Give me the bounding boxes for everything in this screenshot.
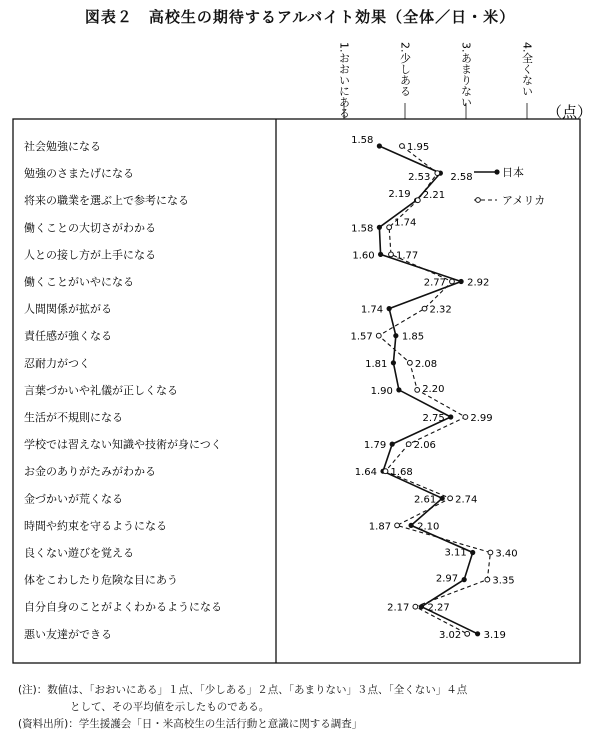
category-label-17: 体をこわしたり危険な目にあう xyxy=(24,573,178,587)
data-label-usa-19: 3.02 xyxy=(438,629,462,641)
category-label-12: 学校では習えない知識や技術が身につく xyxy=(24,438,222,452)
category-label-5: 人との接し方が上手になる xyxy=(24,248,156,262)
category-label-4: 働くことの大切さがわかる xyxy=(24,221,156,235)
data-label-japan-3: 2.19 xyxy=(388,189,411,201)
category-label-10: 言葉づかいや礼儀が正しくなる xyxy=(24,383,178,397)
data-label-japan-17: 2.97 xyxy=(435,573,459,585)
data-label-japan-16: 3.11 xyxy=(444,547,467,559)
data-label-usa-15: 1.87 xyxy=(368,521,392,533)
category-label-14: 金づかいが荒くなる xyxy=(24,492,123,506)
category-label-6: 働くことがいやになる xyxy=(24,275,134,289)
point-japan-4 xyxy=(377,225,382,230)
scale-label-1: 1.おおいにある xyxy=(337,42,351,119)
data-label-usa-8: 1.57 xyxy=(350,331,373,343)
point-japan-5 xyxy=(378,252,383,257)
legend-label-japan: 日本 xyxy=(502,166,524,179)
data-label-japan-12: 1.79 xyxy=(363,440,387,452)
category-label-2: 勉強のさまたげになる xyxy=(24,167,134,181)
point-usa-15 xyxy=(395,523,400,528)
point-japan-9 xyxy=(391,360,396,365)
unit-label: （点） xyxy=(546,103,592,121)
point-usa-10 xyxy=(415,388,420,393)
point-usa-3 xyxy=(415,198,420,203)
data-label-usa-10: 2.20 xyxy=(422,383,445,395)
data-label-usa-12: 2.06 xyxy=(413,440,436,452)
chart-title: 図表２ 高校生の期待するアルバイト効果（全体／日・米） xyxy=(84,8,516,26)
point-usa-19 xyxy=(465,631,470,636)
data-label-japan-11: 2.75 xyxy=(422,413,445,424)
data-label-usa-11: 2.99 xyxy=(470,413,493,424)
point-usa-14 xyxy=(448,496,453,501)
legend-label-usa: アメリカ xyxy=(502,194,546,207)
data-label-usa-13: 1.68 xyxy=(390,467,413,479)
data-label-japan-18: 2.27 xyxy=(427,602,450,614)
point-usa-2 xyxy=(435,171,440,176)
point-usa-17 xyxy=(485,577,490,582)
chart-notes xyxy=(18,682,467,733)
data-label-usa-4: 1.74 xyxy=(394,217,417,229)
scale-label-3: 3.あまりない xyxy=(459,42,473,108)
data-label-usa-6: 2.77 xyxy=(423,277,446,289)
data-label-japan-8: 1.85 xyxy=(401,331,425,343)
point-usa-13 xyxy=(383,469,388,474)
data-label-japan-13: 1.64 xyxy=(354,467,378,479)
category-label-16: 良くない遊びを覚える xyxy=(24,546,134,560)
category-label-8: 責任感が強くなる xyxy=(24,329,112,343)
point-usa-5 xyxy=(389,252,394,257)
data-label-usa-16: 3.40 xyxy=(495,548,518,560)
data-label-japan-1: 1.58 xyxy=(351,135,374,146)
data-label-usa-3: 2.21 xyxy=(422,190,446,202)
data-label-usa-7: 2.32 xyxy=(429,304,452,316)
point-usa-8 xyxy=(376,333,381,338)
category-label-18: 自分自身のことがよくわかるようになる xyxy=(24,600,222,614)
note-line-2: として、その平均値を示したものである。 xyxy=(70,701,270,713)
data-label-usa-14: 2.74 xyxy=(455,494,478,506)
category-label-9: 忍耐力がつく xyxy=(24,356,90,370)
data-label-usa-1: 1.95 xyxy=(406,142,430,153)
point-usa-12 xyxy=(406,442,411,447)
point-usa-7 xyxy=(422,306,427,311)
scale-label-2: 2.少しある xyxy=(398,42,412,97)
data-label-usa-2: 2.53 xyxy=(408,172,431,184)
data-label-japan-15: 2.10 xyxy=(417,521,440,533)
data-label-usa-17: 3.35 xyxy=(492,575,515,587)
point-usa-18 xyxy=(413,604,418,609)
note-line-1: (注)：数値は、「おおいにある」１点、「少しある」２点、「あまりない」３点、「全くない」４点 xyxy=(18,684,468,696)
point-japan-15 xyxy=(409,523,414,528)
legend-marker-japan xyxy=(494,169,499,174)
legend-marker-usa xyxy=(476,198,481,203)
point-japan-17 xyxy=(462,577,467,582)
point-japan-16 xyxy=(470,550,475,555)
data-label-japan-10: 1.90 xyxy=(370,385,393,397)
point-japan-19 xyxy=(475,631,480,636)
category-label-3: 将来の職業を選ぶ上で参考になる xyxy=(24,194,189,208)
point-japan-11 xyxy=(448,414,453,419)
data-label-usa-9: 2.08 xyxy=(414,358,438,370)
point-usa-11 xyxy=(463,415,468,420)
data-label-japan-19: 3.19 xyxy=(483,629,506,641)
data-label-japan-14: 2.61 xyxy=(413,494,437,506)
category-label-13: お金のありがたみがわかる xyxy=(24,465,156,479)
point-japan-14 xyxy=(440,496,445,501)
point-usa-1 xyxy=(400,144,405,149)
category-label-15: 時間や約束を守るようになる xyxy=(24,519,167,533)
category-label-1: 社会勉強になる xyxy=(24,140,101,153)
data-label-japan-9: 1.81 xyxy=(365,358,388,370)
point-usa-16 xyxy=(488,550,493,555)
point-japan-8 xyxy=(393,333,398,338)
scale-label-4: 4.全くない xyxy=(520,42,534,97)
data-label-japan-7: 1.74 xyxy=(360,304,384,316)
data-label-usa-5: 1.77 xyxy=(395,250,419,262)
point-japan-12 xyxy=(390,442,395,447)
point-usa-9 xyxy=(407,360,412,365)
data-label-japan-5: 1.60 xyxy=(352,250,375,262)
point-japan-6 xyxy=(459,279,464,284)
source-line: (資料出所)：学生援護会「日・米高校生の生活行動と意識に関する調査」 xyxy=(18,718,363,730)
data-label-japan-4: 1.58 xyxy=(351,223,374,235)
point-usa-4 xyxy=(387,225,392,230)
point-usa-6 xyxy=(450,279,455,284)
point-japan-1 xyxy=(377,143,382,148)
data-label-japan-2: 2.58 xyxy=(450,172,473,184)
data-label-japan-6: 2.92 xyxy=(467,277,490,289)
category-label-19: 悪い友達ができる xyxy=(24,627,112,641)
category-label-11: 生活が不規則になる xyxy=(24,411,123,424)
data-label-usa-18: 2.17 xyxy=(387,602,410,614)
category-label-7: 人間関係が拡がる xyxy=(24,302,112,316)
point-japan-10 xyxy=(396,387,401,392)
point-japan-7 xyxy=(387,306,392,311)
